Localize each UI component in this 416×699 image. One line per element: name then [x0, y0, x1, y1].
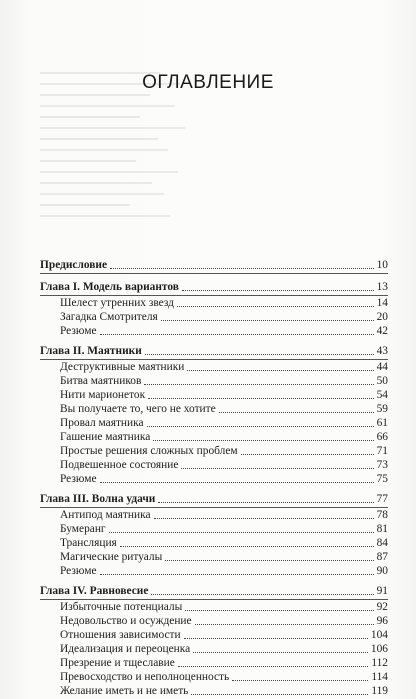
toc-subsection-entry	[40, 296, 388, 310]
toc-subsection-entry	[40, 670, 388, 684]
dot-leader	[195, 624, 374, 625]
toc-entry-title: Глава II. Маятники	[40, 345, 142, 357]
toc-subsection-entry	[40, 656, 388, 670]
toc-page-number: 44	[376, 361, 388, 373]
dot-leader	[154, 518, 374, 519]
toc-entry-title: Глава IV. Равновесие	[40, 585, 149, 597]
dot-leader	[241, 454, 374, 455]
toc-entry-title: Отношения зависимости	[60, 629, 181, 641]
toc-page-number: 106	[370, 643, 388, 655]
toc-entry-title: Битва маятников	[60, 375, 142, 387]
toc-entry-title: Простые решения сложных проблем	[60, 445, 238, 457]
toc-entry-title: Антипод маятника	[60, 509, 151, 521]
dot-leader	[182, 290, 374, 291]
toc-page-number: 112	[371, 657, 388, 669]
dot-leader	[219, 412, 374, 413]
toc-subsection-entry	[40, 550, 388, 564]
toc-entry-title: Недовольство и осуждение	[60, 615, 192, 627]
toc-page-number: 61	[376, 417, 388, 429]
toc-page-number: 20	[376, 311, 388, 323]
toc-page-number: 66	[376, 431, 388, 443]
dot-leader	[153, 440, 373, 441]
toc-entry-title: Деструктивные маятники	[60, 361, 185, 373]
toc-entry-title: Гашение маятника	[60, 431, 151, 443]
dot-leader	[100, 334, 374, 335]
toc-entry-title: Магические ритуалы	[60, 551, 163, 563]
dot-leader	[147, 426, 374, 427]
toc-page-number: 59	[376, 403, 388, 415]
toc-chapter-entry	[40, 280, 388, 294]
toc-page-number: 87	[376, 551, 388, 563]
toc-subsection-entry	[40, 430, 388, 444]
toc-entry-title: Предисловие	[40, 259, 108, 271]
toc-entry-title: Резюме	[60, 473, 97, 485]
toc-entry-title: Трансляция	[60, 537, 117, 549]
page-title: ОГЛАВЛЕНИЕ	[142, 72, 274, 93]
toc-page-number: 77	[376, 493, 388, 505]
toc-subsection-entry	[40, 628, 388, 642]
toc-entry-title: Резюме	[60, 565, 97, 577]
toc-page-number: 54	[376, 389, 388, 401]
dot-leader	[185, 610, 373, 611]
toc-subsection-entry	[40, 564, 388, 578]
toc-page-number: 92	[376, 601, 388, 613]
toc-subsection-entry	[40, 310, 388, 324]
dot-leader	[148, 398, 373, 399]
toc-page-number: 75	[376, 473, 388, 485]
dot-leader	[184, 638, 368, 639]
dot-leader	[193, 652, 368, 653]
toc-subsection-entry	[40, 614, 388, 628]
dot-leader	[110, 268, 374, 269]
dot-leader	[100, 574, 374, 575]
toc-page-number: 78	[376, 509, 388, 521]
dot-leader	[232, 680, 368, 681]
toc-subsection-entry	[40, 684, 388, 698]
toc-entry-title: Шелест утренних звезд	[60, 297, 174, 309]
toc-entry-title: Провал маятника	[60, 417, 144, 429]
toc-entry-title: Бумеранг	[60, 523, 106, 535]
toc-subsection-entry	[40, 388, 388, 402]
toc-chapter-entry	[40, 344, 388, 358]
toc-subsection-entry	[40, 472, 388, 486]
toc-page-number: 96	[376, 615, 388, 627]
toc-entry-title: Избыточные потенциалы	[60, 601, 183, 613]
toc-subsection-entry	[40, 374, 388, 388]
toc-page-number: 13	[376, 281, 388, 293]
toc-page-number: 43	[376, 345, 388, 357]
toc-preface-entry	[40, 258, 388, 272]
toc-entry-title: Вы получаете то, чего не хотите	[60, 403, 216, 415]
toc-subsection-entry	[40, 600, 388, 614]
toc-subsection-entry	[40, 522, 388, 536]
toc-page-number: 104	[370, 629, 388, 641]
toc-subsection-entry	[40, 360, 388, 374]
toc-subsection-entry	[40, 324, 388, 338]
toc-subsection-entry	[40, 444, 388, 458]
dot-leader	[178, 666, 369, 667]
dot-leader	[109, 532, 374, 533]
dot-leader	[120, 546, 374, 547]
toc-page-number: 81	[376, 523, 388, 535]
dot-leader	[144, 384, 373, 385]
dot-leader	[181, 468, 373, 469]
toc-entry-title: Глава III. Волна удачи	[40, 493, 156, 505]
dot-leader	[191, 694, 368, 695]
dot-leader	[161, 320, 374, 321]
toc-entry-title: Нити марионеток	[60, 389, 146, 401]
dot-leader	[100, 482, 374, 483]
toc-page-number: 10	[376, 259, 388, 271]
toc-entry-title: Превосходство и неполноценность	[60, 671, 230, 683]
toc-subsection-entry	[40, 508, 388, 522]
toc-entry-title: Загадка Смотрителя	[60, 311, 158, 323]
toc-page-number: 119	[371, 685, 388, 697]
toc-page-number: 84	[376, 537, 388, 549]
toc-entry-title: Презрение и тщеславие	[60, 657, 175, 669]
toc-chapter-entry	[40, 584, 388, 598]
dot-leader	[187, 370, 373, 371]
dot-leader	[177, 306, 374, 307]
toc-entry-title: Резюме	[60, 325, 97, 337]
toc-page-number: 90	[376, 565, 388, 577]
toc-subsection-entry	[40, 642, 388, 656]
dot-leader	[145, 354, 374, 355]
toc-page-number: 71	[376, 445, 388, 457]
toc-entry-title: Подвешенное состояние	[60, 459, 179, 471]
toc-entry-title: Глава I. Модель вариантов	[40, 281, 179, 293]
dot-leader	[165, 560, 373, 561]
toc-page-number: 114	[371, 671, 388, 683]
dot-leader	[158, 502, 373, 503]
toc-subsection-entry	[40, 402, 388, 416]
toc-page-number: 14	[376, 297, 388, 309]
toc-page-number: 73	[376, 459, 388, 471]
dot-leader	[151, 594, 373, 595]
bleed-through-text	[40, 72, 190, 262]
toc-page-number: 50	[376, 375, 388, 387]
toc-entry-title: Желание иметь и не иметь	[60, 685, 189, 697]
toc-chapter-entry	[40, 492, 388, 506]
toc-page-number: 91	[376, 585, 388, 597]
toc-subsection-entry	[40, 416, 388, 430]
toc-subsection-entry	[40, 458, 388, 472]
table-of-contents	[40, 258, 388, 698]
toc-subsection-entry	[40, 536, 388, 550]
toc-page-number: 42	[376, 325, 388, 337]
toc-entry-title: Идеализация и переоценка	[60, 643, 191, 655]
